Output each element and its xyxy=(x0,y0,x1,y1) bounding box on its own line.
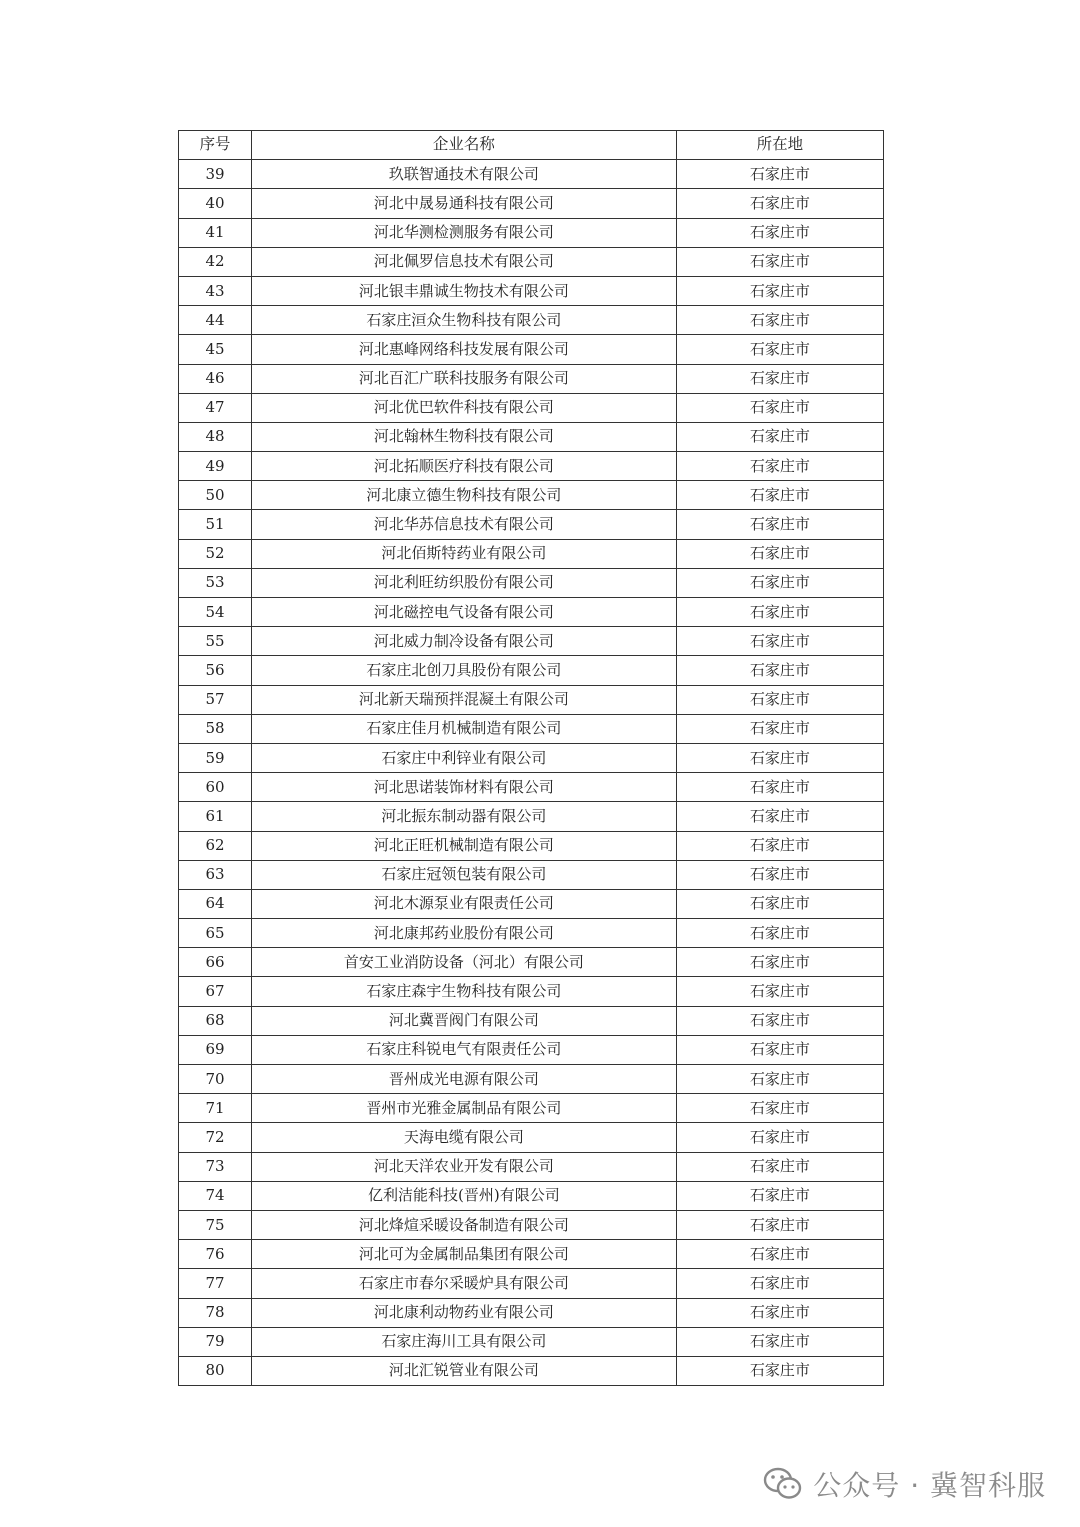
cell-company-name: 玖联智通技术有限公司 xyxy=(252,160,677,189)
table-row xyxy=(179,1065,884,1094)
cell-company-name: 石家庄洹众生物科技有限公司 xyxy=(252,306,677,335)
cell-company-name: 河北振东制动器有限公司 xyxy=(252,802,677,831)
cell-company-name: 石家庄森宇生物科技有限公司 xyxy=(252,977,677,1006)
cell-company-name: 河北康邦药业股份有限公司 xyxy=(252,919,677,948)
table-row xyxy=(179,889,884,918)
table-row xyxy=(179,247,884,276)
cell-serial-number: 54 xyxy=(179,598,252,627)
cell-serial-number: 74 xyxy=(179,1181,252,1210)
cell-serial-number: 62 xyxy=(179,831,252,860)
cell-company-name: 河北百汇广联科技服务有限公司 xyxy=(252,364,677,393)
cell-location: 石家庄市 xyxy=(676,802,883,831)
cell-company-name: 河北新天瑞预拌混凝土有限公司 xyxy=(252,685,677,714)
cell-location: 石家庄市 xyxy=(676,393,883,422)
cell-serial-number: 44 xyxy=(179,306,252,335)
cell-company-name: 河北优巴软件科技有限公司 xyxy=(252,393,677,422)
cell-serial-number: 72 xyxy=(179,1123,252,1152)
cell-company-name: 石家庄北创刀具股份有限公司 xyxy=(252,656,677,685)
table-row xyxy=(179,160,884,189)
table-row xyxy=(179,510,884,539)
cell-location: 石家庄市 xyxy=(676,422,883,451)
cell-serial-number: 48 xyxy=(179,422,252,451)
cell-company-name: 河北中晟易通科技有限公司 xyxy=(252,189,677,218)
cell-serial-number: 65 xyxy=(179,919,252,948)
cell-serial-number: 56 xyxy=(179,656,252,685)
table-row xyxy=(179,598,884,627)
cell-location: 石家庄市 xyxy=(676,276,883,305)
cell-location: 石家庄市 xyxy=(676,1240,883,1269)
table-row xyxy=(179,218,884,247)
cell-location: 石家庄市 xyxy=(676,1006,883,1035)
cell-location: 石家庄市 xyxy=(676,335,883,364)
cell-company-name: 亿利洁能科技(晋州)有限公司 xyxy=(252,1181,677,1210)
cell-company-name: 河北翰林生物科技有限公司 xyxy=(252,422,677,451)
cell-company-name: 石家庄冠领包装有限公司 xyxy=(252,860,677,889)
cell-location: 石家庄市 xyxy=(676,247,883,276)
table-row xyxy=(179,452,884,481)
cell-company-name: 河北佩罗信息技术有限公司 xyxy=(252,247,677,276)
cell-serial-number: 40 xyxy=(179,189,252,218)
cell-serial-number: 58 xyxy=(179,714,252,743)
cell-serial-number: 79 xyxy=(179,1327,252,1356)
table-row xyxy=(179,743,884,772)
cell-location: 石家庄市 xyxy=(676,189,883,218)
cell-company-name: 河北康利动物药业有限公司 xyxy=(252,1298,677,1327)
table-row xyxy=(179,189,884,218)
cell-serial-number: 64 xyxy=(179,889,252,918)
cell-location: 石家庄市 xyxy=(676,831,883,860)
cell-location: 石家庄市 xyxy=(676,452,883,481)
cell-serial-number: 73 xyxy=(179,1152,252,1181)
cell-location: 石家庄市 xyxy=(676,743,883,772)
table-row xyxy=(179,685,884,714)
cell-location: 石家庄市 xyxy=(676,481,883,510)
cell-company-name: 河北烽煊采暖设备制造有限公司 xyxy=(252,1210,677,1239)
table-row xyxy=(179,1269,884,1298)
cell-serial-number: 69 xyxy=(179,1035,252,1064)
cell-company-name: 石家庄海川工具有限公司 xyxy=(252,1327,677,1356)
cell-serial-number: 70 xyxy=(179,1065,252,1094)
table-row xyxy=(179,393,884,422)
cell-company-name: 河北佰斯特药业有限公司 xyxy=(252,539,677,568)
table-row xyxy=(179,1094,884,1123)
cell-location: 石家庄市 xyxy=(676,714,883,743)
table-row xyxy=(179,364,884,393)
header-serial-number: 序号 xyxy=(179,131,252,160)
cell-location: 石家庄市 xyxy=(676,1065,883,1094)
cell-location: 石家庄市 xyxy=(676,977,883,1006)
cell-location: 石家庄市 xyxy=(676,889,883,918)
cell-location: 石家庄市 xyxy=(676,685,883,714)
cell-location: 石家庄市 xyxy=(676,568,883,597)
cell-location: 石家庄市 xyxy=(676,919,883,948)
cell-location: 石家庄市 xyxy=(676,1123,883,1152)
table-row xyxy=(179,1327,884,1356)
table-row xyxy=(179,335,884,364)
table-row xyxy=(179,714,884,743)
cell-location: 石家庄市 xyxy=(676,773,883,802)
cell-location: 石家庄市 xyxy=(676,1356,883,1385)
cell-serial-number: 68 xyxy=(179,1006,252,1035)
table-row xyxy=(179,831,884,860)
table-row xyxy=(179,1210,884,1239)
table-row xyxy=(179,773,884,802)
cell-serial-number: 55 xyxy=(179,627,252,656)
cell-location: 石家庄市 xyxy=(676,306,883,335)
cell-company-name: 河北拓顺医疗科技有限公司 xyxy=(252,452,677,481)
cell-location: 石家庄市 xyxy=(676,364,883,393)
cell-serial-number: 53 xyxy=(179,568,252,597)
cell-location: 石家庄市 xyxy=(676,1035,883,1064)
cell-serial-number: 41 xyxy=(179,218,252,247)
table-row xyxy=(179,977,884,1006)
table-row xyxy=(179,1006,884,1035)
table-row xyxy=(179,276,884,305)
cell-location: 石家庄市 xyxy=(676,539,883,568)
cell-serial-number: 43 xyxy=(179,276,252,305)
cell-serial-number: 66 xyxy=(179,948,252,977)
cell-serial-number: 59 xyxy=(179,743,252,772)
cell-company-name: 石家庄科锐电气有限责任公司 xyxy=(252,1035,677,1064)
cell-serial-number: 60 xyxy=(179,773,252,802)
cell-company-name: 河北利旺纺织股份有限公司 xyxy=(252,568,677,597)
cell-location: 石家庄市 xyxy=(676,1181,883,1210)
cell-serial-number: 42 xyxy=(179,247,252,276)
cell-location: 石家庄市 xyxy=(676,1094,883,1123)
table-row xyxy=(179,1356,884,1385)
table-row xyxy=(179,948,884,977)
cell-serial-number: 71 xyxy=(179,1094,252,1123)
table-row xyxy=(179,306,884,335)
cell-company-name: 石家庄佳月机械制造有限公司 xyxy=(252,714,677,743)
cell-serial-number: 39 xyxy=(179,160,252,189)
cell-company-name: 天海电缆有限公司 xyxy=(252,1123,677,1152)
cell-company-name: 河北华测检测服务有限公司 xyxy=(252,218,677,247)
cell-serial-number: 51 xyxy=(179,510,252,539)
cell-company-name: 晋州市光雅金属制品有限公司 xyxy=(252,1094,677,1123)
cell-company-name: 河北磁控电气设备有限公司 xyxy=(252,598,677,627)
cell-location: 石家庄市 xyxy=(676,1210,883,1239)
table-row xyxy=(179,568,884,597)
table-header-row xyxy=(179,131,884,160)
table-row xyxy=(179,422,884,451)
enterprise-table xyxy=(178,130,884,1386)
cell-serial-number: 46 xyxy=(179,364,252,393)
table-row xyxy=(179,539,884,568)
cell-serial-number: 77 xyxy=(179,1269,252,1298)
header-company-name: 企业名称 xyxy=(252,131,677,160)
cell-company-name: 河北正旺机械制造有限公司 xyxy=(252,831,677,860)
cell-company-name: 河北汇锐管业有限公司 xyxy=(252,1356,677,1385)
cell-serial-number: 63 xyxy=(179,860,252,889)
cell-company-name: 河北思诺装饰材料有限公司 xyxy=(252,773,677,802)
cell-company-name: 河北天洋农业开发有限公司 xyxy=(252,1152,677,1181)
cell-company-name: 河北银丰鼎诚生物技术有限公司 xyxy=(252,276,677,305)
cell-serial-number: 57 xyxy=(179,685,252,714)
cell-location: 石家庄市 xyxy=(676,1327,883,1356)
table-row xyxy=(179,481,884,510)
cell-location: 石家庄市 xyxy=(676,948,883,977)
cell-serial-number: 45 xyxy=(179,335,252,364)
table-row xyxy=(179,919,884,948)
watermark-text: 公众号 · 冀智科服 xyxy=(813,1469,1046,1502)
table-row xyxy=(179,1181,884,1210)
cell-company-name: 石家庄市春尔采暖炉具有限公司 xyxy=(252,1269,677,1298)
header-location: 所在地 xyxy=(676,131,883,160)
cell-location: 石家庄市 xyxy=(676,510,883,539)
cell-serial-number: 80 xyxy=(179,1356,252,1385)
cell-company-name: 河北冀晋阀门有限公司 xyxy=(252,1006,677,1035)
cell-serial-number: 67 xyxy=(179,977,252,1006)
cell-location: 石家庄市 xyxy=(676,1152,883,1181)
cell-serial-number: 61 xyxy=(179,802,252,831)
cell-company-name: 河北威力制冷设备有限公司 xyxy=(252,627,677,656)
cell-company-name: 河北惠峰网络科技发展有限公司 xyxy=(252,335,677,364)
cell-serial-number: 49 xyxy=(179,452,252,481)
cell-company-name: 河北康立德生物科技有限公司 xyxy=(252,481,677,510)
cell-company-name: 河北木源泵业有限责任公司 xyxy=(252,889,677,918)
table-body xyxy=(179,160,884,1386)
cell-serial-number: 50 xyxy=(179,481,252,510)
wechat-icon xyxy=(763,1467,803,1501)
cell-location: 石家庄市 xyxy=(676,656,883,685)
cell-location: 石家庄市 xyxy=(676,1269,883,1298)
cell-location: 石家庄市 xyxy=(676,860,883,889)
cell-company-name: 石家庄中利锌业有限公司 xyxy=(252,743,677,772)
cell-company-name: 晋州成光电源有限公司 xyxy=(252,1065,677,1094)
cell-location: 石家庄市 xyxy=(676,1298,883,1327)
cell-serial-number: 52 xyxy=(179,539,252,568)
table-row xyxy=(179,802,884,831)
table-row xyxy=(179,1240,884,1269)
table-row xyxy=(179,656,884,685)
table-row xyxy=(179,1035,884,1064)
table-row xyxy=(179,860,884,889)
table-row xyxy=(179,1298,884,1327)
cell-serial-number: 75 xyxy=(179,1210,252,1239)
cell-company-name: 河北可为金属制品集团有限公司 xyxy=(252,1240,677,1269)
cell-company-name: 河北华苏信息技术有限公司 xyxy=(252,510,677,539)
cell-serial-number: 76 xyxy=(179,1240,252,1269)
cell-location: 石家庄市 xyxy=(676,160,883,189)
cell-company-name: 首安工业消防设备（河北）有限公司 xyxy=(252,948,677,977)
cell-location: 石家庄市 xyxy=(676,627,883,656)
cell-location: 石家庄市 xyxy=(676,218,883,247)
cell-serial-number: 78 xyxy=(179,1298,252,1327)
cell-location: 石家庄市 xyxy=(676,598,883,627)
cell-serial-number: 47 xyxy=(179,393,252,422)
watermark xyxy=(763,1464,1046,1504)
table-row xyxy=(179,627,884,656)
table-row xyxy=(179,1152,884,1181)
table-row xyxy=(179,1123,884,1152)
